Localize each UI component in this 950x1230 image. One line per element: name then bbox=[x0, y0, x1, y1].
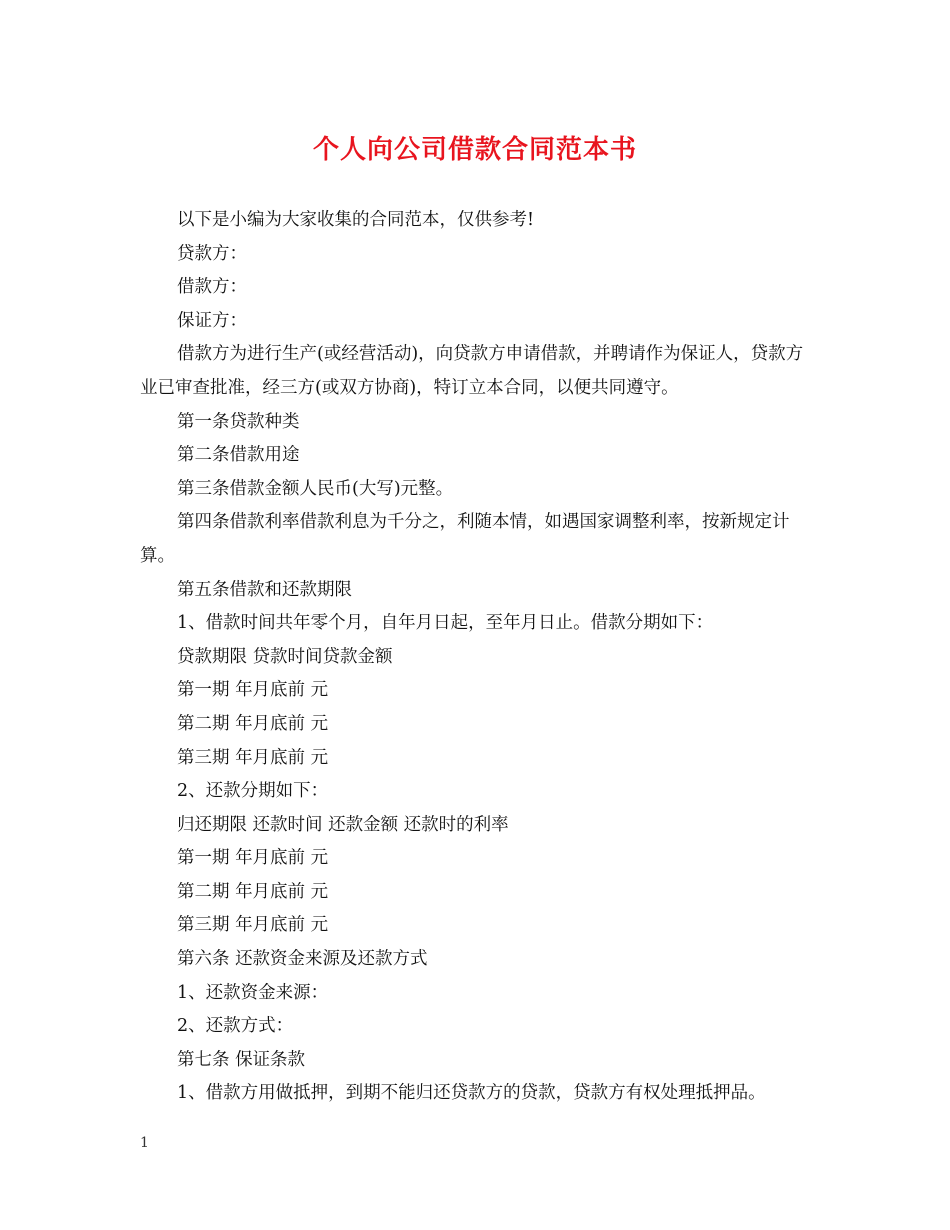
paragraph-article-5: 第五条借款和还款期限 bbox=[177, 579, 352, 600]
paragraph-article-7: 第七条 保证条款 bbox=[177, 1049, 306, 1070]
paragraph-funding-source: 1、还款资金来源： bbox=[177, 982, 329, 1003]
repayment-schedule-row: 第一期 年月底前 元 bbox=[177, 848, 329, 869]
page-number: 1 bbox=[140, 1135, 149, 1151]
loan-schedule-row: 第一期 年月底前 元 bbox=[177, 680, 329, 701]
paragraph-preamble: 借款方为进行生产(或经营活动)，向贷款方申请借款，并聘请作为保证人，贷款方业已审查批准，经三方(或双方协商)，特订立本合同，以便共同遵守。 bbox=[140, 344, 804, 398]
paragraph-intro: 以下是小编为大家收集的合同范本，仅供参考! bbox=[177, 210, 535, 230]
paragraph-article-6: 第六条 还款资金来源及还款方式 bbox=[177, 949, 428, 970]
paragraph-article-3: 第三条借款金额人民币(大写)元整。 bbox=[177, 478, 454, 499]
paragraph-borrower: 借款方： bbox=[177, 277, 247, 298]
paragraph-repayment-installments: 2、还款分期如下： bbox=[177, 781, 329, 802]
paragraph-article-4: 第四条借款利率借款利息为千分之，利随本情，如遇国家调整利率，按新规定计算。 bbox=[140, 512, 790, 566]
paragraph-repayment-method: 2、还款方式： bbox=[177, 1016, 294, 1037]
loan-schedule-row: 第二期 年月底前 元 bbox=[177, 713, 329, 734]
loan-schedule-header: 贷款期限 贷款时间贷款金额 bbox=[177, 646, 393, 667]
paragraph-lender: 贷款方： bbox=[177, 243, 247, 264]
loan-schedule-row: 第三期 年月底前 元 bbox=[177, 747, 329, 768]
repayment-schedule-row: 第三期 年月底前 元 bbox=[177, 915, 329, 936]
paragraph-guarantor: 保证方： bbox=[177, 310, 247, 331]
document-body bbox=[140, 204, 812, 1111]
repayment-schedule-header: 归还期限 还款时间 还款金额 还款时的利率 bbox=[177, 814, 509, 835]
paragraph-article-1: 第一条贷款种类 bbox=[177, 411, 300, 432]
document-title: 个人向公司借款合同范本书 bbox=[312, 135, 637, 165]
paragraph-article-2: 第二条借款用途 bbox=[177, 445, 300, 466]
paragraph-collateral-clause: 1、借款方用做抵押，到期不能归还贷款方的贷款，贷款方有权处理抵押品。 bbox=[177, 1083, 766, 1104]
repayment-schedule-row: 第二期 年月底前 元 bbox=[177, 881, 329, 902]
paragraph-loan-period: 1、借款时间共年零个月，自年月日起，至年月日止。借款分期如下： bbox=[177, 613, 714, 634]
